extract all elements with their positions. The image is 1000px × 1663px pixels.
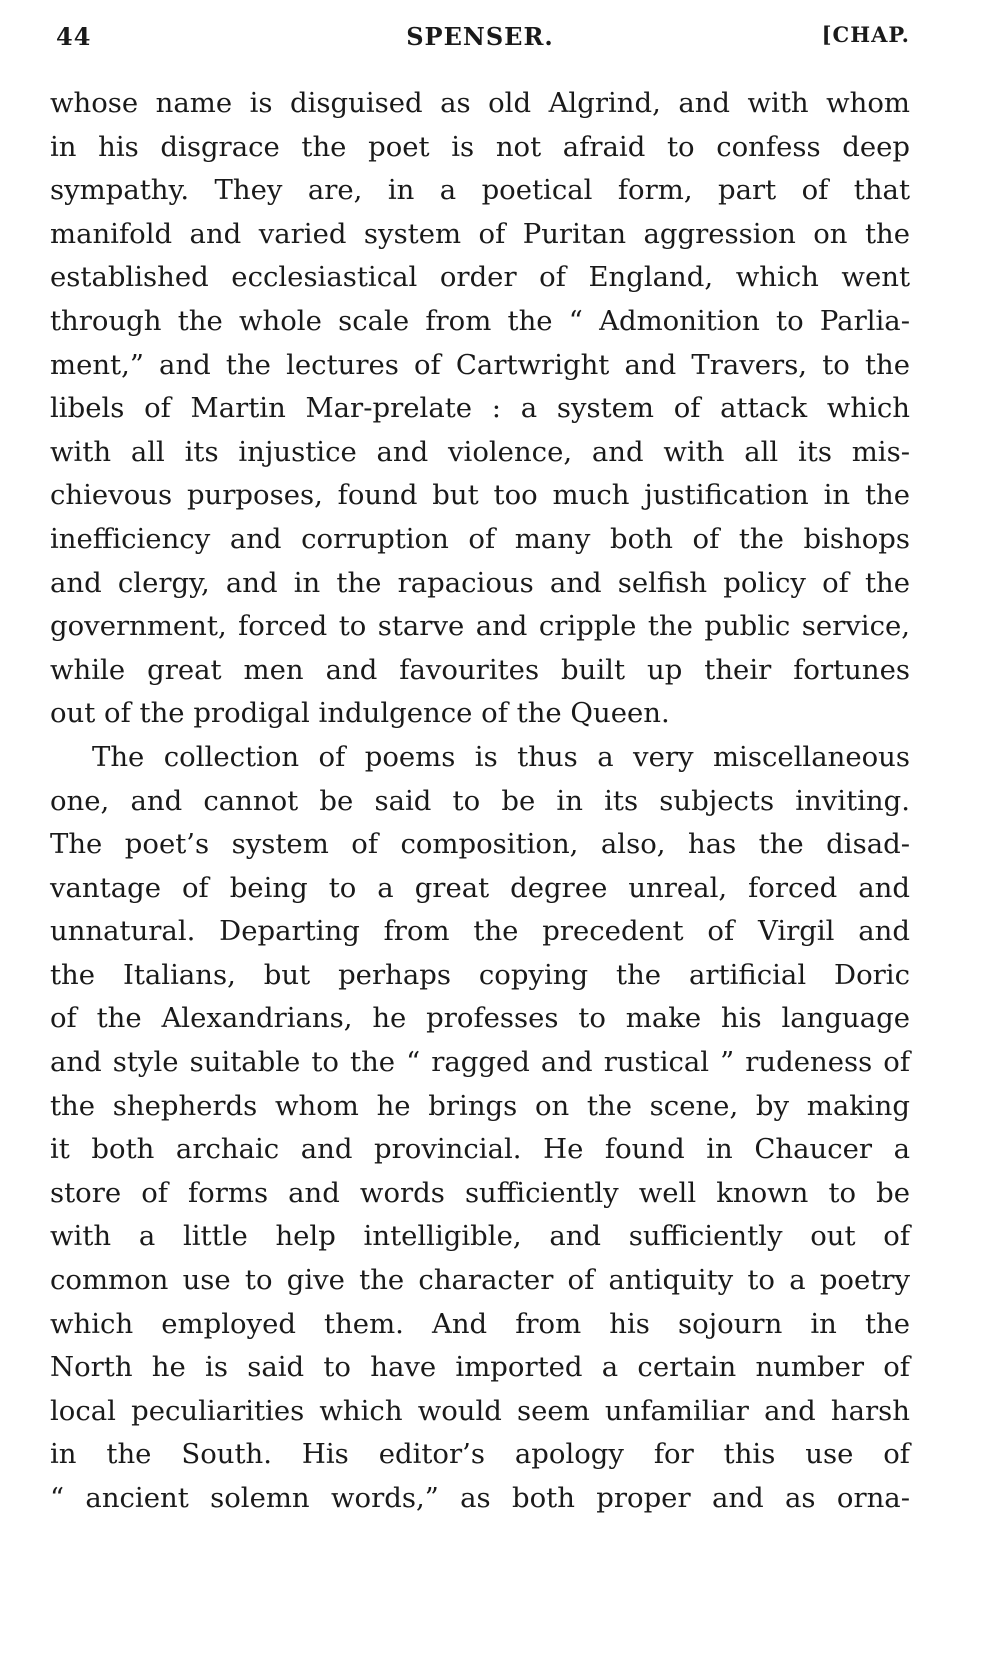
text-line: local peculiarities which would seem unfamiliar and harsh xyxy=(50,1394,910,1427)
text-line: libels of Martin Mar-prelate : a system of attack which xyxy=(50,392,910,425)
text-line: The collection of poems is thus a very miscellaneous xyxy=(92,740,910,773)
text-line: which employed them. And from his sojourn in the xyxy=(50,1307,910,1340)
text-line: it both archaic and provincial. He found in Chaucer a xyxy=(50,1133,910,1166)
text-line: store of forms and words sufficiently well known to be xyxy=(50,1176,910,1209)
text-line: government, forced to starve and cripple the public service, xyxy=(50,610,910,643)
text-line: inefficiency and corruption of many both of the bishops xyxy=(50,522,910,555)
text-line: sympathy. They are, in a poetical form, part of that xyxy=(50,174,910,207)
text-line: in the South. His editor’s apology for this use of xyxy=(50,1438,910,1471)
text-line: in his disgrace the poet is not afraid to confess deep xyxy=(50,130,910,163)
text-line: with all its injustice and violence, and with all its mis- xyxy=(50,435,910,468)
text-line: while great men and favourites built up their fortunes xyxy=(50,653,910,686)
paragraph-1 xyxy=(50,82,910,736)
text-line: whose name is disguised as old Algrind, and with whom xyxy=(50,87,910,119)
text-line: established ecclesiastical order of England, which went xyxy=(50,261,910,294)
text-line: the shepherds whom he brings on the scene, by making xyxy=(50,1089,910,1122)
text-line: and style suitable to the “ ragged and rustical ” rudeness of xyxy=(50,1046,910,1079)
paragraph-2 xyxy=(50,736,910,1521)
text-line: out of the prodigal indulgence of the Queen. xyxy=(50,697,670,730)
text-line: North he is said to have imported a certain number of xyxy=(50,1351,910,1384)
text-line: of the Alexandrians, he professes to make his language xyxy=(50,1002,910,1035)
text-line: ment,” and the lectures of Cartwright and Travers, to the xyxy=(50,348,910,381)
text-line: chievous purposes, found but too much justification in the xyxy=(50,479,910,512)
running-head xyxy=(50,22,910,58)
text-line: through the whole scale from the “ Admonition to Parlia- xyxy=(50,304,910,337)
text-line: and clergy, and in the rapacious and selfish policy of the xyxy=(50,566,910,599)
chapter-marker: [CHAP. xyxy=(821,22,910,47)
text-line: The poet’s system of composition, also, has the disad- xyxy=(50,828,910,861)
text-line: manifold and varied system of Puritan aggression on the xyxy=(50,217,910,250)
running-title: SPENSER. xyxy=(406,22,554,51)
text-line: common use to give the character of antiquity to a poetry xyxy=(50,1264,910,1297)
text-line: with a little help intelligible, and sufficiently out of xyxy=(50,1220,910,1253)
text-line: one, and cannot be said to be in its subjects inviting. xyxy=(50,784,910,817)
text-line: unnatural. Departing from the precedent of Virgil and xyxy=(50,915,910,948)
page-number: 44 xyxy=(56,22,92,51)
text-line: the Italians, but perhaps copying the artificial Doric xyxy=(50,958,910,991)
text-line: vantage of being to a great degree unreal, forced and xyxy=(50,871,910,904)
text-line: “ ancient solemn words,” as both proper and as orna- xyxy=(50,1482,910,1514)
body-text xyxy=(50,82,910,1521)
